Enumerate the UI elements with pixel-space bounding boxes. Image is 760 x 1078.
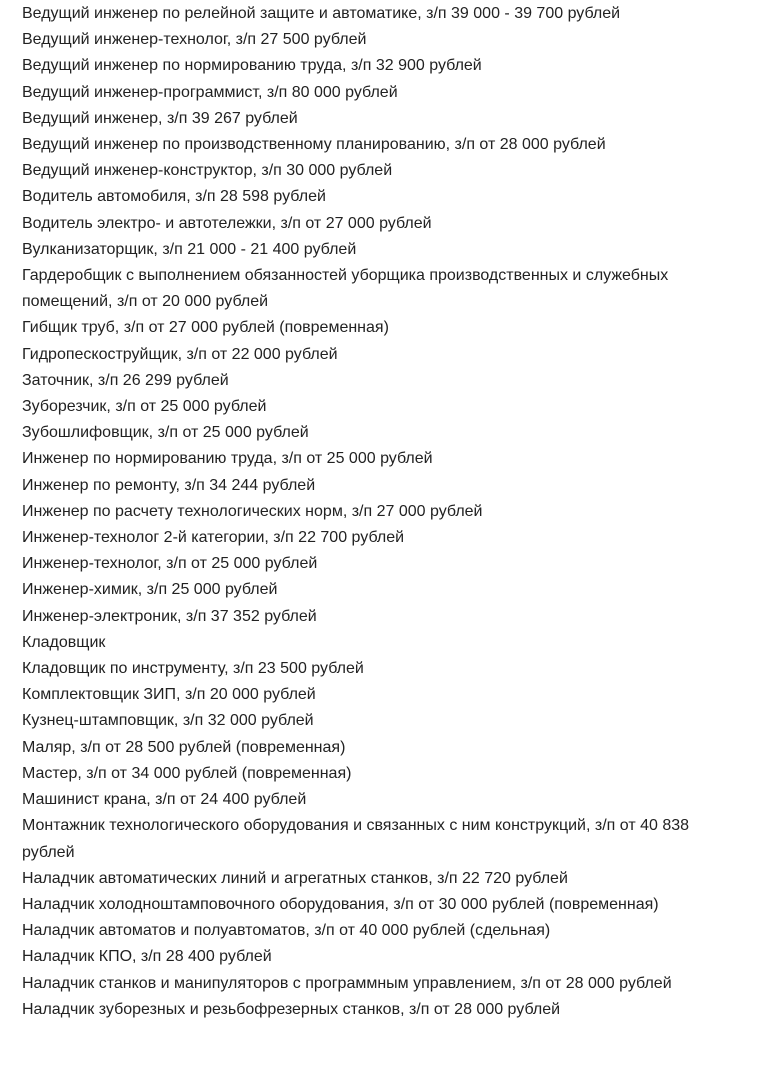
list-item: Ведущий инженер-технолог, з/п 27 500 рублей bbox=[22, 31, 367, 49]
list-item: Ведущий инженер, з/п 39 267 рублей bbox=[22, 109, 298, 127]
list-item: Заточник, з/п 26 299 рублей bbox=[22, 371, 229, 389]
list-item: Ведущий инженер по релейной защите и автоматике, з/п 39 000 - 39 700 рублей bbox=[22, 5, 621, 22]
list-item: Наладчик станков и манипуляторов с программным управлением, з/п от 28 000 рублей bbox=[22, 974, 672, 992]
list-item: Инженер-технолог 2-й категории, з/п 22 700 рублей bbox=[22, 529, 405, 547]
list-item: Комплектовщик ЗИП, з/п 20 000 рублей bbox=[22, 686, 316, 704]
list-item: Монтажник технологического оборудования и связанных с ним конструкций, з/п от 40 838 рублей bbox=[22, 817, 690, 861]
list-item: Инженер по расчету технологических норм, з/п 27 000 рублей bbox=[22, 502, 483, 520]
job-list bbox=[22, 1, 734, 1023]
list-item: Наладчик зуборезных и резьбофрезерных станков, з/п от 28 000 рублей bbox=[22, 1000, 561, 1018]
list-item: Ведущий инженер по нормированию труда, з/п 32 900 рублей bbox=[22, 57, 482, 75]
list-item: Мастер, з/п от 34 000 рублей (повременная) bbox=[22, 764, 352, 782]
list-item: Инженер по нормированию труда, з/п от 25 000 рублей bbox=[22, 450, 433, 468]
list-item: Кузнец-штамповщик, з/п 32 000 рублей bbox=[22, 712, 314, 730]
list-item: Инженер-электроник, з/п 37 352 рублей bbox=[22, 607, 317, 625]
list-item: Ведущий инженер по производственному планированию, з/п от 28 000 рублей bbox=[22, 136, 606, 154]
list-item: Маляр, з/п от 28 500 рублей (повременная) bbox=[22, 738, 346, 756]
list-item: Инженер-химик, з/п 25 000 рублей bbox=[22, 581, 278, 599]
list-item: Гардеробщик с выполнением обязанностей уборщика производственных и служебных помещений, з/п от 20 000 рублей bbox=[22, 267, 669, 311]
list-item: Зубошлифовщик, з/п от 25 000 рублей bbox=[22, 424, 309, 442]
list-item: Вулканизаторщик, з/п 21 000 - 21 400 рублей bbox=[22, 240, 357, 258]
list-item: Гибщик труб, з/п от 27 000 рублей (повременная) bbox=[22, 319, 389, 337]
list-item: Инженер-технолог, з/п от 25 000 рублей bbox=[22, 555, 318, 573]
list-item: Водитель электро- и автотележки, з/п от 27 000 рублей bbox=[22, 214, 432, 232]
list-item: Ведущий инженер-программист, з/п 80 000 рублей bbox=[22, 83, 398, 101]
list-item: Кладовщик bbox=[22, 633, 106, 651]
list-item: Ведущий инженер-конструктор, з/п 30 000 рублей bbox=[22, 162, 393, 180]
list-item: Наладчик холодноштамповочного оборудования, з/п от 30 000 рублей (повременная) bbox=[22, 895, 659, 913]
list-item: Наладчик автоматов и полуавтоматов, з/п от 40 000 рублей (сдельная) bbox=[22, 922, 551, 940]
list-item: Гидропескоструйщик, з/п от 22 000 рублей bbox=[22, 345, 338, 363]
list-item: Машинист крана, з/п от 24 400 рублей bbox=[22, 791, 307, 809]
list-item: Инженер по ремонту, з/п 34 244 рублей bbox=[22, 476, 316, 494]
list-item: Кладовщик по инструменту, з/п 23 500 рублей bbox=[22, 660, 364, 678]
list-item: Зуборезчик, з/п от 25 000 рублей bbox=[22, 398, 267, 416]
list-item: Наладчик КПО, з/п 28 400 рублей bbox=[22, 948, 272, 966]
list-item: Наладчик автоматических линий и агрегатных станков, з/п 22 720 рублей bbox=[22, 869, 568, 887]
list-item: Водитель автомобиля, з/п 28 598 рублей bbox=[22, 188, 326, 206]
